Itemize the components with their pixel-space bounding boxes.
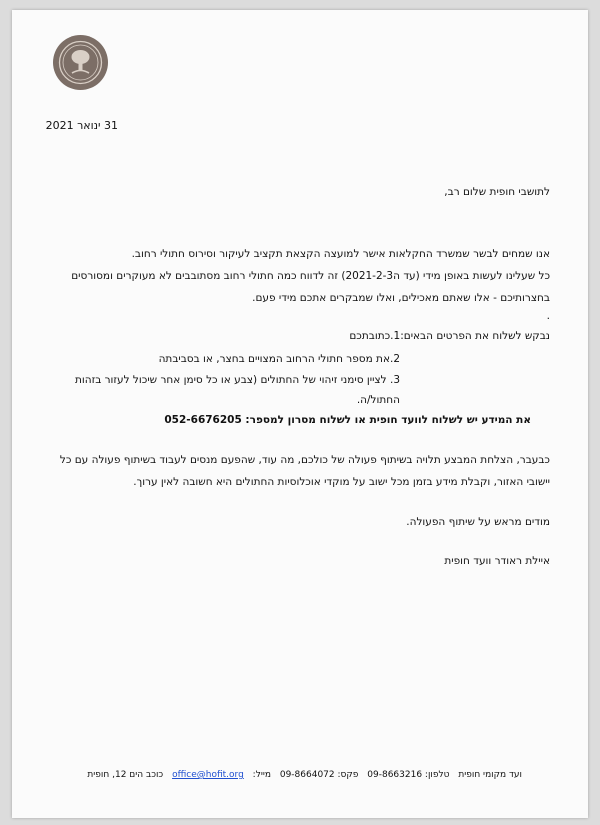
paragraph-report-line1: כל שעלינו לעשות באופן מידי (עד ה2021-2-3) זה לדווח כמה חתולי רחוב מסתובבים לא מעוקרים ומסורסים [71,270,550,282]
footer-email-link[interactable]: office@hofit.org [172,770,244,780]
greeting: לתושבי חופית שלום רב, [444,186,550,198]
separator-dot: . [546,310,550,322]
paragraph-cooperation-line1: כבעבר, הצלחת המבצע תלויה בשיתוף פעולה של כולכם, מה עוד, שהפעם מנסים לעבוד בשיתוף פעולה עם כל [59,454,550,466]
list-item-3-line1: 3. לציין סימני זיהוי של החתולים (צבע או כל סימן אחר שיכול לעזור בזהות [74,374,400,386]
paragraph-intro: אנו שמחים לבשר שמשרד החקלאות אישר למועצה הקצאת תקציב לעיקור וסירוס חתולי רחוב. [131,248,550,260]
letter-page [12,10,588,818]
letter-footer [87,770,522,780]
list-item-2: 2.את מספר חתולי הרחוב המצויים בחצר, או בסביבתה [158,353,400,365]
footer-org: ועד מקומי חופית [458,770,522,780]
thanks-line: מודים מראש על שיתוף הפעולה. [406,516,550,528]
signature: איילת ראודר וועד חופית [444,555,550,567]
footer-fax: פקס: 09-8664072 [279,770,359,780]
list-item-3-line2: החתול/ה. [356,394,400,406]
letter-date: 31 ינואר 2021 [45,119,118,132]
emblem-logo [53,35,108,90]
footer-mail-label: מייל: [252,770,271,780]
request-line: נבקש לשלוח את הפרטים הבאים:1.כתובתכם [349,330,550,342]
footer-phone: טלפון: 09-8663216 [367,770,450,780]
send-instruction: את המידע יש לשלוח לוועד חופית או לשלוח מסרון למספר: 052-6676205 [164,414,531,426]
footer-address: כוכב הים 12, חופית [87,770,164,780]
paragraph-cooperation-line2: יישובי האזור, וקבלת מידע בזמן מכל ישוב על מוקדי אוכלוסיות החתולים היא חשובה לאין ערוך. [133,476,550,488]
paragraph-report-line2: בחצרותיכם - אלו שאתם מאכילים, ואלו שמבקרים אתכם מידי פעם. [252,292,550,304]
